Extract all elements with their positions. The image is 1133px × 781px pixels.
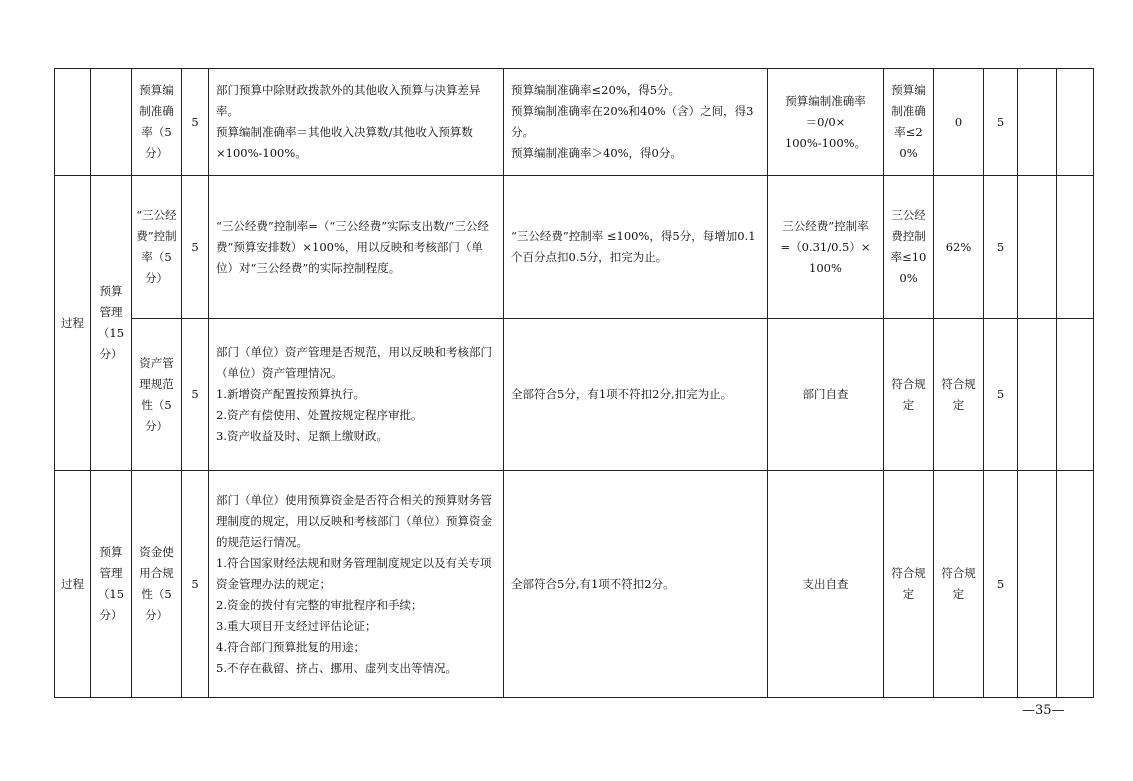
level1-cell: 过程	[55, 176, 91, 471]
extra-cell-2	[1057, 176, 1094, 319]
extra-cell-2	[1057, 319, 1094, 471]
level3-indicator-cell: 资产管理规范性（5分）	[132, 319, 182, 471]
standard-cell: 全部符合5分，有1项不符扣2分,扣完为止。	[504, 319, 768, 471]
score-cell: 5	[984, 471, 1018, 698]
level3-indicator-cell: 资金使用合规性（5分）	[132, 471, 182, 698]
weight-cell: 5	[182, 319, 209, 471]
level3-indicator-cell: 预算编制准确率（5分）	[132, 69, 182, 176]
weight-cell: 5	[182, 471, 209, 698]
level3-indicator-cell: “三公经费”控制率（5分）	[132, 176, 182, 319]
score-cell: 5	[984, 319, 1018, 471]
table-row	[55, 176, 1094, 319]
target-cell: 符合规定	[884, 319, 934, 471]
target-cell: 符合规定	[884, 471, 934, 698]
level2-cell	[91, 69, 132, 176]
data-source-cell: 三公经费”控制率 =（0.31/0.5）× 100%	[768, 176, 884, 319]
score-cell: 5	[984, 69, 1018, 176]
performance-evaluation-table	[54, 68, 1094, 698]
level2-cell: 预算管理（15分）	[91, 471, 132, 698]
table-row	[55, 69, 1094, 176]
extra-cell-1	[1018, 176, 1057, 319]
weight-cell: 5	[182, 69, 209, 176]
standard-cell: 全部符合5分,有1项不符扣2分。	[504, 471, 768, 698]
actual-cell: 符合规定	[934, 471, 984, 698]
standard-cell: “三公经费”控制率 ≤100%，得5分，每增加0.1个百分点扣0.5分，扣完为止。	[504, 176, 768, 319]
data-source-cell: 部门自查	[768, 319, 884, 471]
explanation-cell: 部门（单位）使用预算资金是否符合相关的预算财务管理制度的规定，用以反映和考核部门（单位）预算资金的规范运行情况。 1.符合国家财经法规和财务管理制度规定以及有关专项资金管理办法的规定； 2.资金的拨付有完整的审批程序和手续； 3.重大项目开支经过评估论证； 4.符合部门预算批复的用途； 5.不存在截留、挤占、挪用、虚列支出等情况。	[209, 471, 504, 698]
actual-cell: 0	[934, 69, 984, 176]
score-cell: 5	[984, 176, 1018, 319]
weight-cell: 5	[182, 176, 209, 319]
data-source-cell: 预算编制准确率 ＝0/0× 100%-100%。	[768, 69, 884, 176]
level1-cell: 过程	[55, 471, 91, 698]
explanation-cell: 部门预算中除财政拨款外的其他收入预算与决算差异率。 预算编制准确率＝其他收入决算数/其他收入预算数×100%-100%。	[209, 69, 504, 176]
actual-cell: 62%	[934, 176, 984, 319]
extra-cell-2	[1057, 69, 1094, 176]
actual-cell: 符合规定	[934, 319, 984, 471]
table-row	[55, 471, 1094, 698]
explanation-cell: “三公经费”控制率=（“三公经费”实际支出数/“三公经费”预算安排数）×100%，用以反映和考核部门（单位）对“三公经费”的实际控制程度。	[209, 176, 504, 319]
level2-cell: 预算管理（15分）	[91, 176, 132, 471]
extra-cell-1	[1018, 471, 1057, 698]
target-cell: 预算编制准确率≤20%	[884, 69, 934, 176]
explanation-cell: 部门（单位）资产管理是否规范，用以反映和考核部门（单位）资产管理情况。 1.新增资产配置按预算执行。 2.资产有偿使用、处置按规定程序审批。 3.资产收益及时、足额上缴财政。	[209, 319, 504, 471]
page-number: —35—	[1022, 703, 1065, 718]
level1-cell	[55, 69, 91, 176]
data-source-cell: 支出自查	[768, 471, 884, 698]
extra-cell-1	[1018, 69, 1057, 176]
target-cell: 三公经费控制率≤100%	[884, 176, 934, 319]
extra-cell-1	[1018, 319, 1057, 471]
extra-cell-2	[1057, 471, 1094, 698]
table-row	[55, 319, 1094, 471]
standard-cell: 预算编制准确率≤20%，得5分。 预算编制准确率在20%和40%（含）之间，得3分。 预算编制准确率＞40%，得0分。	[504, 69, 768, 176]
